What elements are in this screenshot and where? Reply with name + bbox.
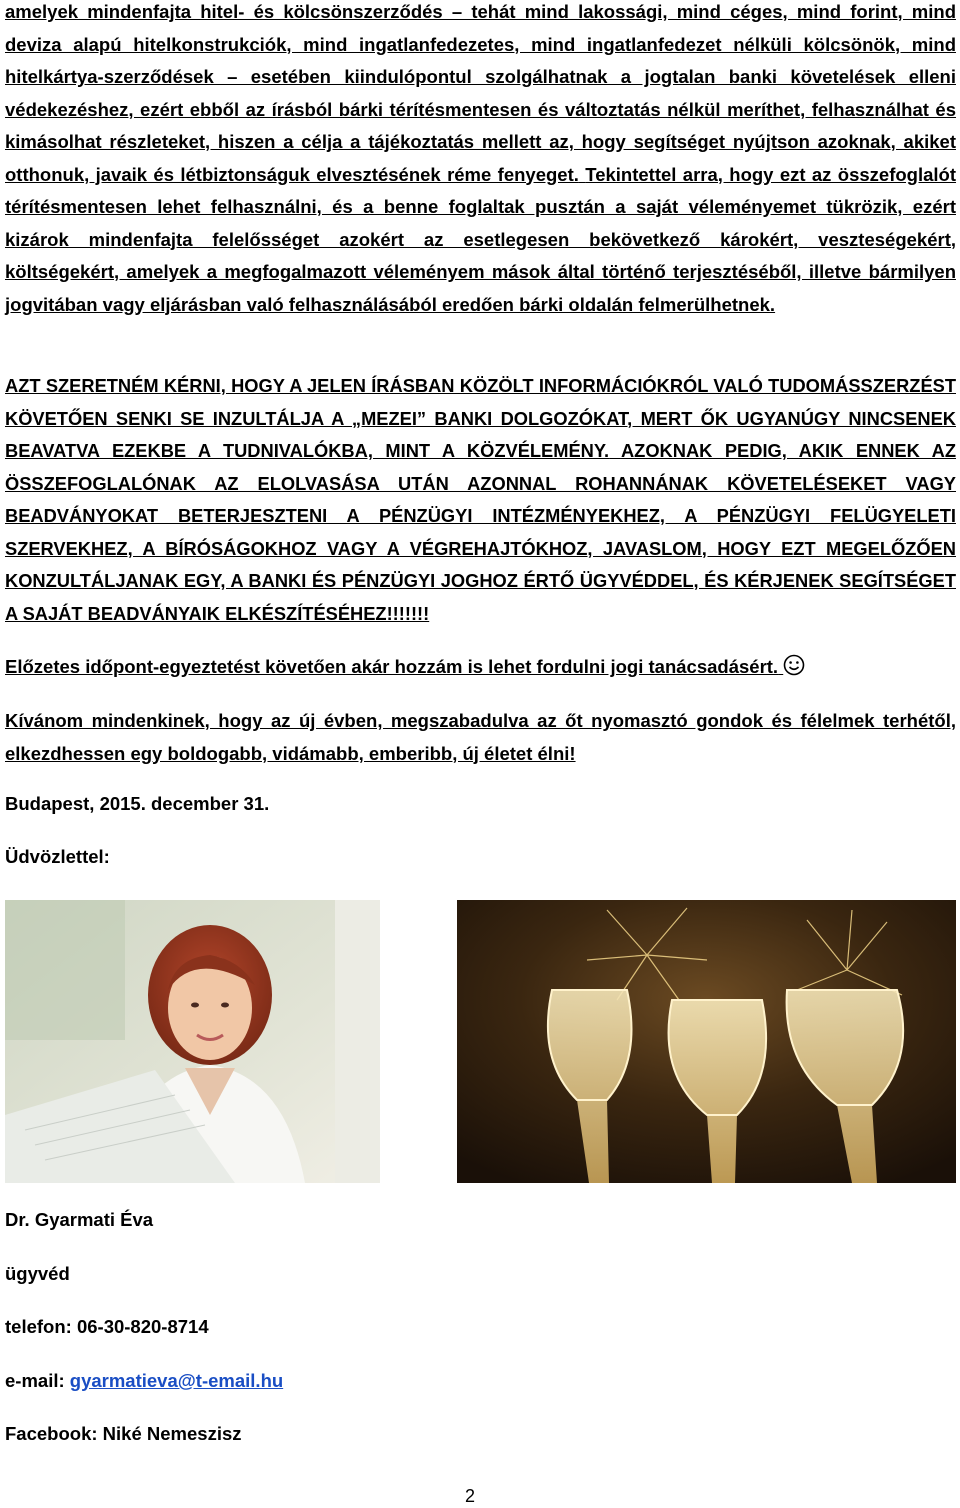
phone-number: 06-30-820-8714 (76, 1316, 209, 1337)
signature-email (5, 1370, 283, 1392)
notice-paragraph (5, 370, 956, 630)
email-link[interactable]: gyarmatieva@t-email.hu (69, 1370, 284, 1391)
facebook-label: Facebook: (5, 1423, 98, 1444)
champagne-photo (457, 900, 956, 1183)
consultation-paragraph (5, 651, 956, 687)
wish-paragraph (5, 705, 956, 770)
portrait-photo (5, 900, 380, 1183)
signature-facebook (5, 1423, 242, 1445)
signature-title: ügyvéd (5, 1263, 70, 1284)
intro-part1: amelyek mindenfajta hitel- és kölcsönszerződés – tehát mind lakossági, mind céges, mind forint, mind deviza alapú hitelkonstrukciók, mind ingatlanfedezetes, mind ingatlanfedezet nélküli kölcsönök, mind hitelkártya-szerződések – esetében kiindulópontul szolgálhatnak a jogtalan banki követelések elleni védekezéshez, ezért ebből az írásból bárki térítésmentesen és változtatás nélkül meríthet, felhasználhat és kimásolhat részleteket, hiszen a célja a tájékoztatás mellett az, hogy segítséget nyújtson azoknak, akiket otthonuk, javaik és létbiztonságuk elvesztésének réme fenyeget. (5, 1, 956, 185)
intro-paragraph (5, 0, 956, 321)
page-number: 2 (465, 1486, 476, 1506)
smiley-face-icon (783, 654, 805, 687)
intro-part2: Tekintettel arra, hogy ezt az összefoglalót térítésmentesen lehet felhasználni, és a benne foglaltak pusztán a saját véleményemet tükrözik, ezért kizárok mindenfajta felelősséget azokért az esetlegesen bekövetkező károkért, veszteségekért, költségekért, amelyek a megfogalmazott véleményem mások által történő terjesztéséből, illetve bármilyen jogvitában vagy eljárásban való felhasználásából eredően bárki oldalán felmerülhetnek. (5, 163, 957, 315)
greeting: Üdvözlettel: (5, 846, 110, 867)
wish-text: Kívánom mindenkinek, hogy az új évben, megszabadulva az őt nyomasztó gondok és félelmek terhétől, elkezdhessen egy boldogabb, vidámabb, emberibb, új életet élni! (5, 710, 956, 764)
notice-part2: AZOKNAK PEDIG, AKIK ENNEK AZ ÖSSZEFOGLALÓNAK AZ ELOLVASÁSA UTÁN AZONNAL ROHANNÁNAK KÖVETELÉSEKET VAGY BEADVÁNYOKAT BETERJESZTENI A PÉNZÜGYI INTÉZMÉNYEKHEZ, A PÉNZÜGYI FELÜGYELETI SZERVEKHEZ, A BÍRÓSÁGOKHOZ VAGY A VÉGREHAJTÓKHOZ, JAVASLOM, HOGY EZT MEGELŐZŐEN KONZULTÁLJANAK EGY, A BANKI ÉS PÉNZÜGYI JOGHOZ ÉRTŐ ÜGYVÉDDEL, ÉS KÉRJENEK SEGÍTSÉGET A SAJÁT BEADVÁNYAIK ELKÉSZÍTÉSÉHEZ!!!!!!! (5, 440, 957, 624)
facebook-name: Niké Nemeszisz (102, 1423, 242, 1444)
email-label: e-mail: (5, 1370, 65, 1391)
date-line: Budapest, 2015. december 31. (5, 793, 270, 814)
phone-label: telefon: (5, 1316, 72, 1337)
signature-name: Dr. Gyarmati Éva (5, 1209, 154, 1230)
notice-part1: AZT SZERETNÉM KÉRNI, HOGY A JELEN ÍRÁSBAN KÖZÖLT INFORMÁCIÓKRÓL VALÓ TUDOMÁSSZERZÉST KÖVETŐEN SENKI SE INZULTÁLJA A „MEZEI” BANKI DOLGOZÓKAT, MERT ŐK UGYANÚGY NINCSENEK BEAVATVA EZEKBE A TUDNIVALÓKBA, MINT A KÖZVÉLEMÉNY. (5, 375, 956, 461)
consultation-text: Előzetes időpont-egyeztetést követően akár hozzám is lehet fordulni jogi tanácsadásért. (5, 656, 779, 677)
signature-phone (5, 1316, 209, 1338)
